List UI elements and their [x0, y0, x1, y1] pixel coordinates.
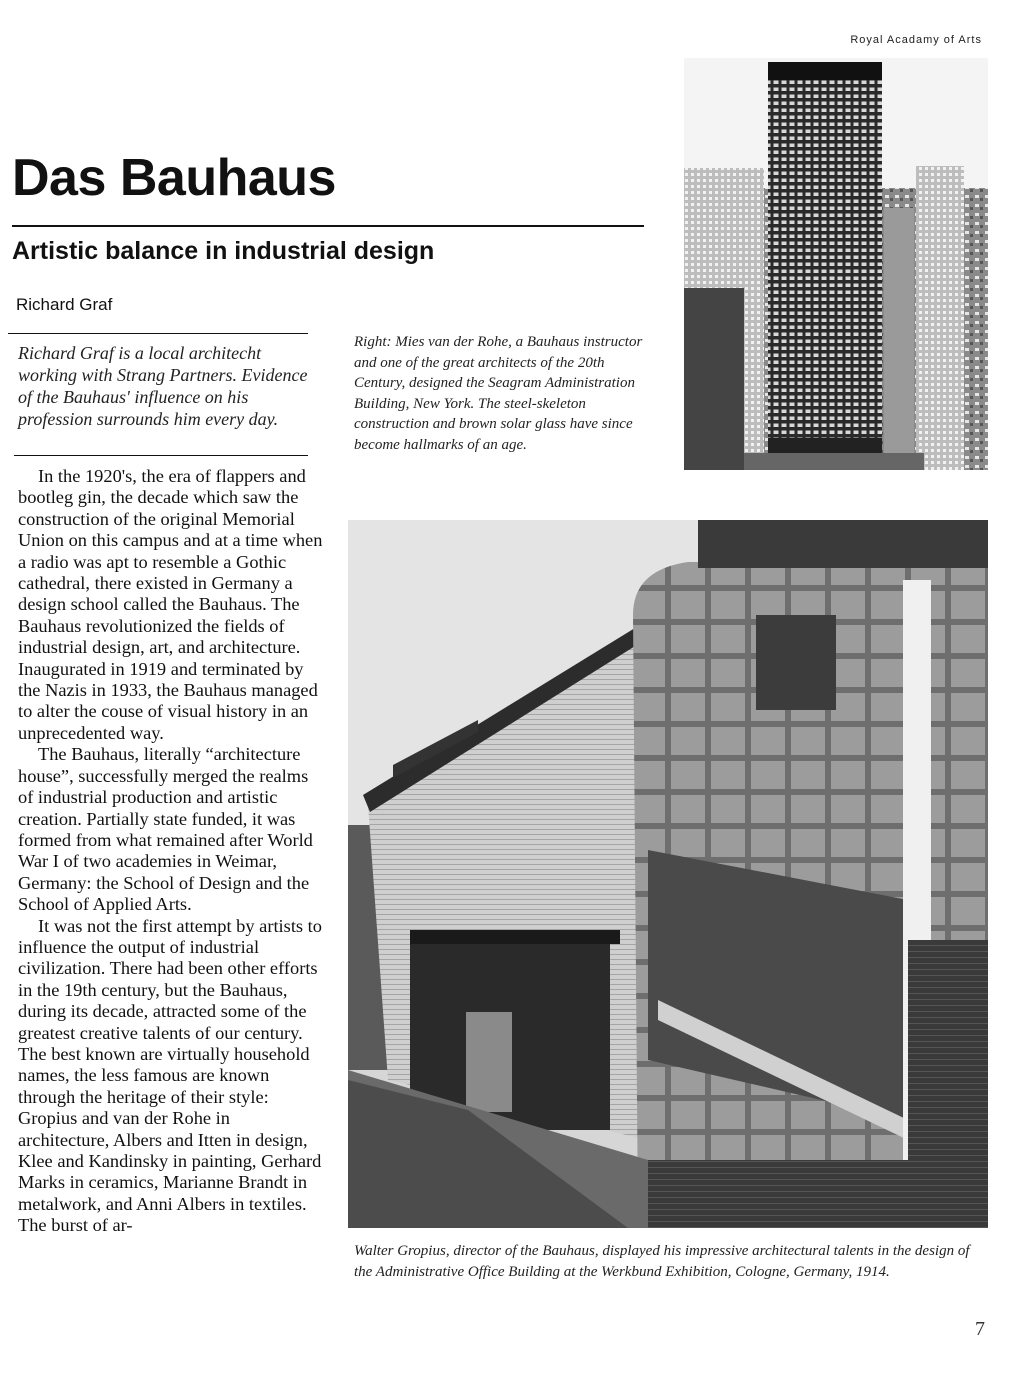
paragraph: It was not the first attempt by artists to influence the output of industrial civilization. There had been other efforts in the 19th century, but the Bauhaus, during its decade, attracted some of the greatest creative talents of our century. The best known are virtually household names, the less famous are known through the heritage of their style: Gropius and van der Rohe in architecture, Albers and Itten in design, Klee and Kandinsky in painting, Gerhard Marks in ceramics, Marianne Brandt in metalwork, and Anni Albers in textiles. The burst of ar-: [18, 915, 322, 1236]
page-number: 7: [975, 1318, 985, 1340]
author-intro: Richard Graf is a local architecht working with Strang Partners. Evidence of the Bauhaus' influence on his profession surrounds him every day.: [18, 343, 308, 429]
paragraph: The Bauhaus, literally “architecture house”, successfully merged the realms of industrial production and artistic creation. Partially state funded, it was formed from what remained after World War I of two academies in Weimar, Germany: the School of Design and the School of Applied Arts.: [18, 744, 313, 915]
paragraph: In the 1920's, the era of flappers and bootleg gin, the decade which saw the construction of the original Memorial Union on this campus and at a time when a radio was apt to resemble a Gothic cathedral, there existed in Germany a design school called the Bauhaus. The Bauhaus revolutionized the fields of industrial design, art, and architecture. Inaugurated in 1919 and terminated by the Nazis in 1933, the Bauhaus managed to alter the couse of visual history in an unprecedented way.: [18, 466, 323, 743]
publication-header: Royal Acadamy of Arts: [850, 34, 982, 46]
intro-bottom-divider: [14, 455, 308, 456]
seagram-building-photo: [684, 58, 988, 470]
title-divider: [12, 225, 644, 227]
author-byline: Richard Graf: [16, 295, 113, 314]
werkbund-caption: Walter Gropius, director of the Bauhaus, displayed his impressive architectural talents in the design of the Administrative Office Building at the Werkbund Exhibition, Cologne, Germany, 1914.: [354, 1243, 970, 1280]
article-subtitle: Artistic balance in industrial design: [12, 237, 435, 265]
seagram-caption: Right: Mies van der Rohe, a Bauhaus instructor and one of the great architects of the 20th Century, designed the Seagram Administration Building, New York. The steel-skeleton construction and brown solar glass have since become hallmarks of an age.: [354, 334, 643, 453]
intro-top-divider: [8, 333, 308, 334]
article-body: [18, 466, 323, 1237]
werkbund-building-photo: [348, 520, 988, 1228]
article-title: Das Bauhaus: [12, 149, 336, 207]
